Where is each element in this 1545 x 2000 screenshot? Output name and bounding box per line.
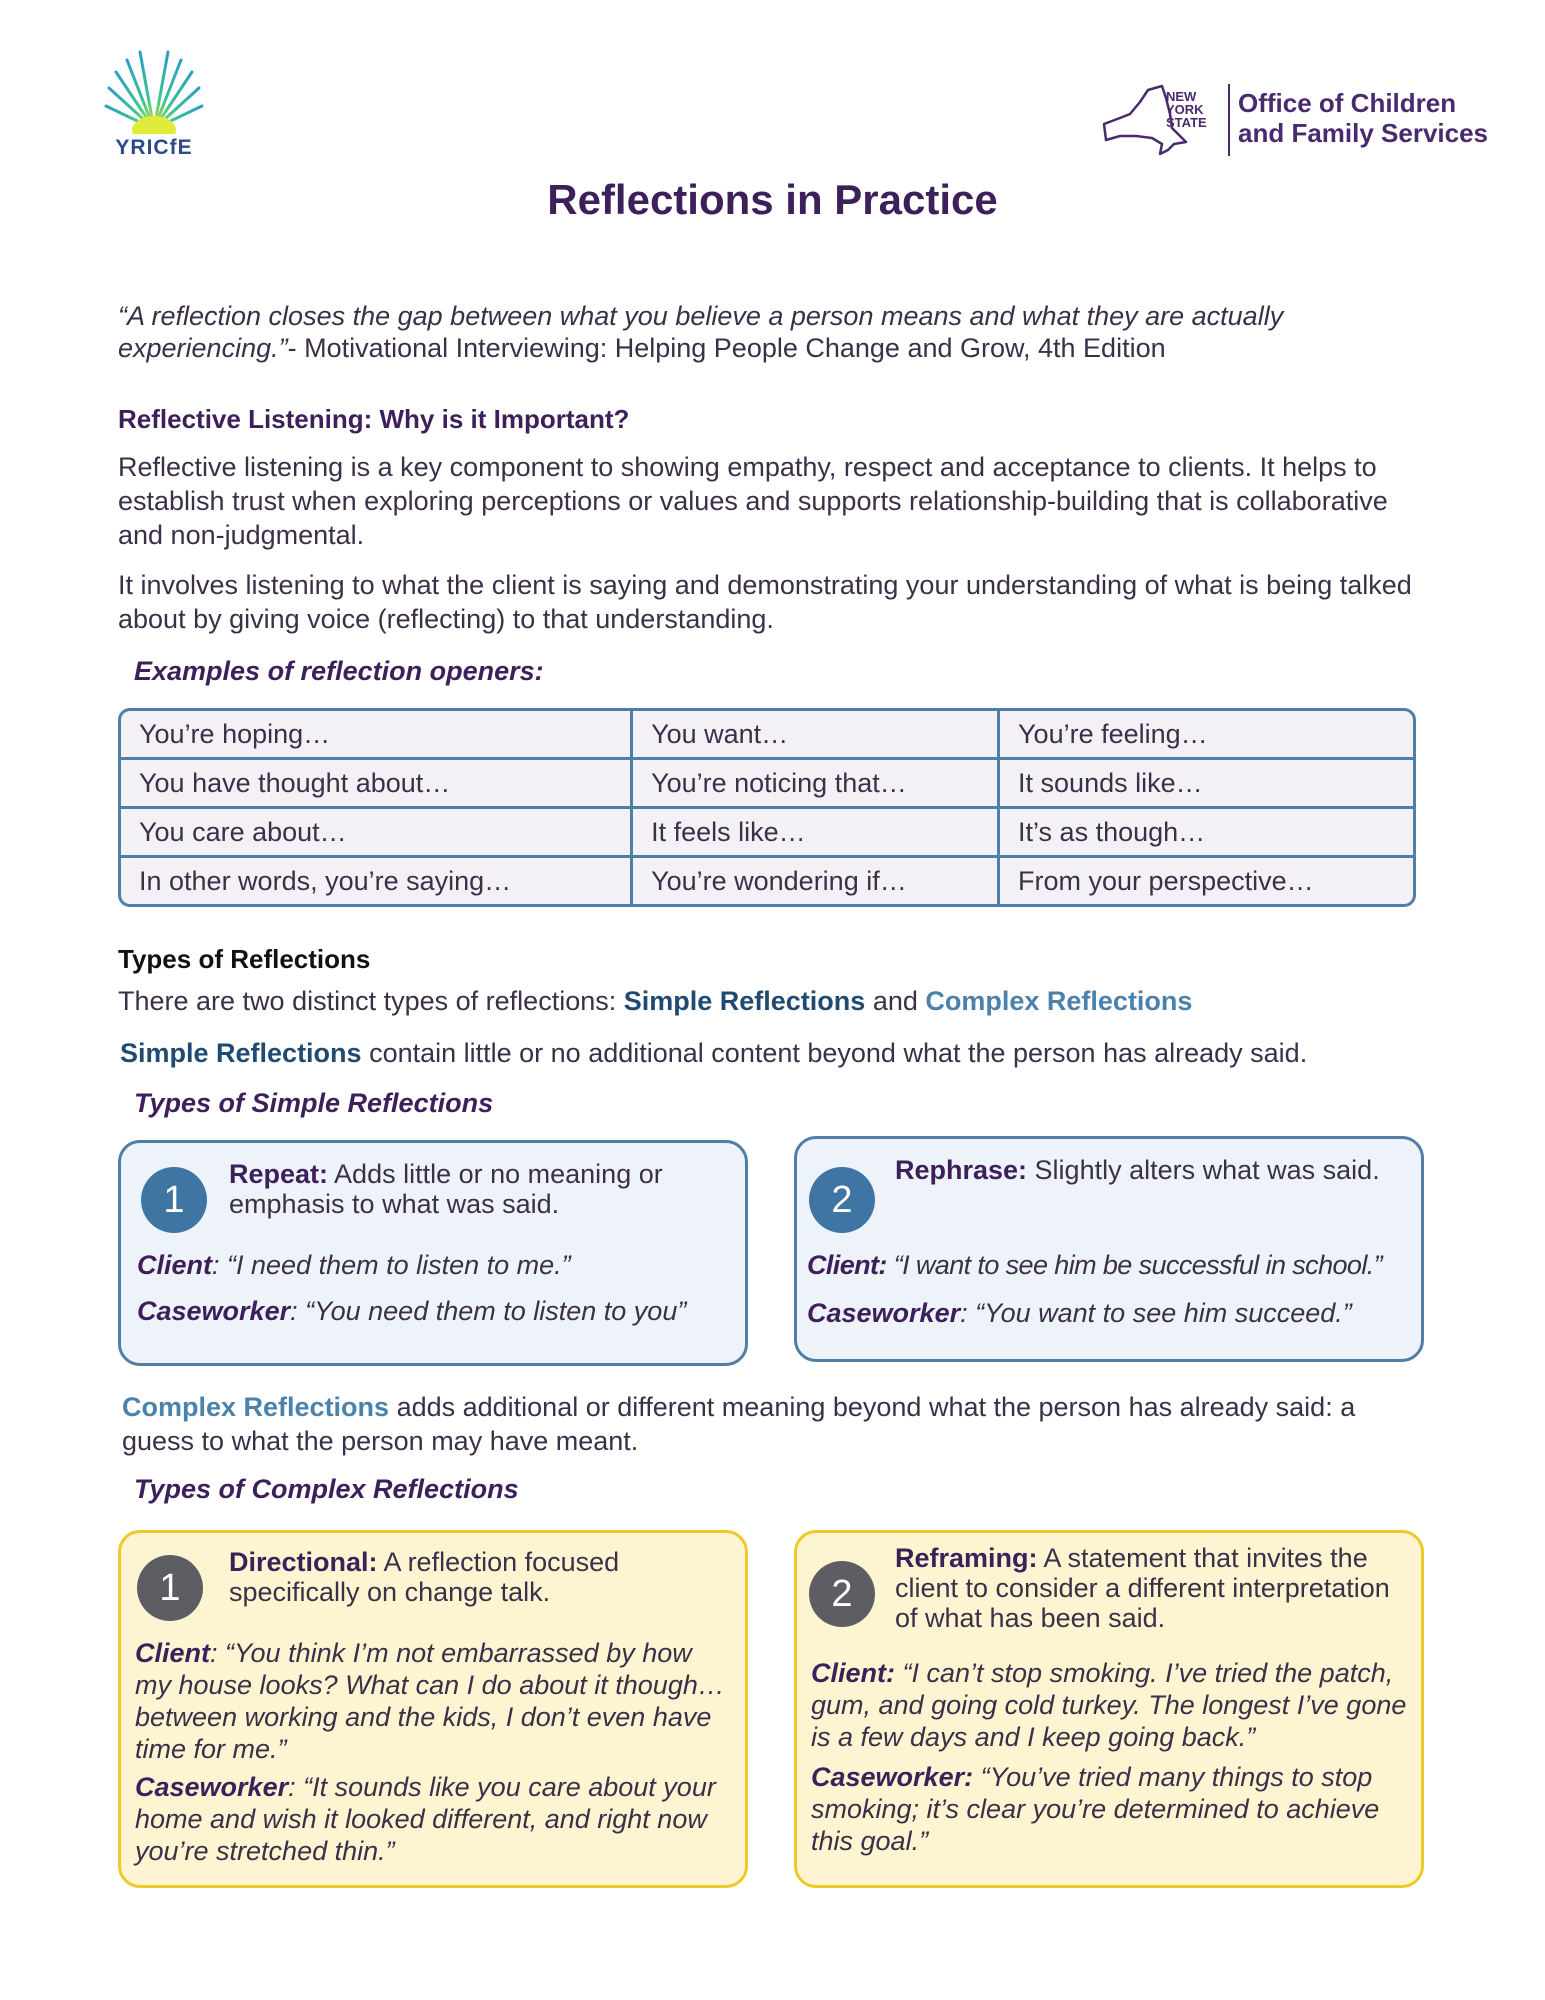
table-cell: In other words, you’re saying… <box>121 858 633 904</box>
caseworker-label: Caseworker <box>137 1296 291 1326</box>
client-quote: : “You think I’m not embarrassed by how my house looks? What can I do about it though… between working and the kids, I don’t even have time for me.” <box>135 1638 725 1764</box>
table-row <box>121 760 1413 809</box>
directional-client-line <box>135 1637 735 1765</box>
simple-definition-term: Simple Reflections <box>120 1038 362 1068</box>
sunburst-icon <box>104 44 204 134</box>
repeat-term: Repeat: <box>229 1159 329 1189</box>
rephrase-client-line <box>807 1249 1417 1281</box>
number-badge: 1 <box>141 1167 207 1233</box>
directional-desc: A reflection focused specifically on change talk. <box>229 1547 620 1607</box>
directional-term: Directional: <box>229 1547 378 1577</box>
client-label: Client <box>135 1638 211 1668</box>
table-cell: It feels like… <box>633 809 1000 858</box>
reframing-card <box>794 1530 1424 1888</box>
complex-definition <box>122 1390 1432 1458</box>
types-intro-and: and <box>865 986 926 1016</box>
client-label: Client: <box>807 1250 887 1280</box>
ocfs-logo <box>1100 84 1500 164</box>
table-cell: You’re feeling… <box>1000 711 1413 760</box>
table-row <box>121 858 1413 904</box>
number-badge: 2 <box>809 1167 875 1233</box>
rephrase-title <box>895 1155 1395 1185</box>
table-cell: You care about… <box>121 809 633 858</box>
repeat-client-line <box>137 1249 737 1281</box>
table-row <box>121 711 1413 760</box>
table-cell: You want… <box>633 711 1000 760</box>
openers-heading: Examples of reflection openers: <box>134 656 544 686</box>
table-cell: You have thought about… <box>121 760 633 809</box>
directional-card <box>118 1530 748 1888</box>
yricfe-logo-text: YRICfE <box>115 136 193 159</box>
caseworker-label: Caseworker <box>807 1298 961 1328</box>
rephrase-desc: Slightly alters what was said. <box>1027 1155 1380 1185</box>
rephrase-caseworker-line <box>807 1297 1417 1329</box>
simple-definition-text: contain little or no additional content beyond what the person has already said. <box>361 1038 1308 1068</box>
ocfs-line-2: and Family Services <box>1238 118 1489 148</box>
complex-definition-term: Complex Reflections <box>122 1392 390 1422</box>
ocfs-line-1: Office of Children <box>1238 88 1457 118</box>
number-badge: 2 <box>809 1561 875 1627</box>
directional-caseworker-line <box>135 1771 735 1867</box>
table-cell: You’re hoping… <box>121 711 633 760</box>
reflection-openers-table <box>118 708 1416 907</box>
types-intro <box>118 984 1438 1018</box>
repeat-title <box>229 1159 729 1219</box>
quote-text: “A reflection closes the gap between what you believe a person means and what they are actually experiencing.” <box>118 301 1284 363</box>
directional-title <box>229 1547 729 1607</box>
reframing-client-line <box>811 1657 1411 1753</box>
rephrase-card <box>794 1136 1424 1362</box>
ny-word-1: NEW <box>1166 89 1197 104</box>
table-cell: It’s as though… <box>1000 809 1413 858</box>
page-title: Reflections in Practice <box>547 176 998 223</box>
caseworker-quote: : “It sounds like you care about your home and wish it looked different, and right now you’re stretched thin.” <box>135 1772 716 1866</box>
reframing-caseworker-line <box>811 1761 1411 1857</box>
ny-state-wordmark <box>1166 90 1207 129</box>
logo-divider <box>1228 84 1230 156</box>
table-cell: From your perspective… <box>1018 865 1314 896</box>
repeat-desc: Adds little or no meaning or emphasis to what was said. <box>229 1159 663 1219</box>
caseworker-label: Caseworker: <box>811 1762 974 1792</box>
ny-word-2: YORK <box>1166 102 1204 117</box>
yricfe-logo <box>104 44 204 164</box>
number-badge: 1 <box>137 1555 203 1621</box>
client-label: Client: <box>811 1658 895 1688</box>
ny-word-3: STATE <box>1166 115 1207 130</box>
caseworker-quote: : “You need them to listen to you” <box>290 1296 687 1326</box>
why-heading: Reflective Listening: Why is it Important? <box>118 404 630 434</box>
reframing-term: Reframing: <box>895 1543 1038 1573</box>
caseworker-quote: “You’ve tried many things to stop smoking; it’s clear you’re determined to achieve this goal.” <box>811 1762 1380 1856</box>
repeat-card <box>118 1140 748 1366</box>
complex-definition-text: adds additional or different meaning beyond what the person has already said: a guess to what the person may have meant. <box>122 1392 1356 1456</box>
client-quote: “I can’t stop smoking. I’ve tried the patch, gum, and going cold turkey. The longest I’ve gone is a few days and I keep going back.” <box>811 1658 1407 1752</box>
simple-definition <box>120 1036 1440 1070</box>
client-quote: “I want to see him be successful in school.” <box>886 1250 1383 1280</box>
table-cell: You’re wondering if… <box>633 858 1000 904</box>
quote-block <box>118 300 1438 364</box>
complex-reflections-label: Complex Reflections <box>925 986 1193 1016</box>
reframing-desc: A statement that invites the client to consider a different interpretation of what has been said. <box>895 1543 1390 1633</box>
client-label: Client <box>137 1250 213 1280</box>
why-paragraph-2: It involves listening to what the client is saying and demonstrating your understanding of what is being talked about by giving voice (reflecting) to that understanding. <box>118 570 1412 634</box>
reframing-title <box>895 1543 1415 1633</box>
table-row <box>121 809 1413 858</box>
table-cell: It sounds like… <box>1000 760 1413 809</box>
types-intro-text: There are two distinct types of reflections: <box>118 986 624 1016</box>
caseworker-quote: : “You want to see him succeed.” <box>960 1298 1352 1328</box>
simple-types-heading: Types of Simple Reflections <box>134 1088 494 1118</box>
rephrase-term: Rephrase: <box>895 1155 1028 1185</box>
simple-reflections-label: Simple Reflections <box>623 986 866 1016</box>
quote-source: - Motivational Interviewing: Helping People Change and Grow, 4th Edition <box>287 333 1166 363</box>
client-quote: : “I need them to listen to me.” <box>212 1250 571 1280</box>
why-paragraph-1: Reflective listening is a key component to showing empathy, respect and acceptance to clients. It helps to establish trust when exploring perceptions or values and supports relationship-building that is collaborative and non-judgmental. <box>118 452 1388 550</box>
types-heading: Types of Reflections <box>118 944 371 974</box>
ocfs-wordmark <box>1238 88 1488 148</box>
caseworker-label: Caseworker <box>135 1772 289 1802</box>
repeat-caseworker-line <box>137 1295 737 1327</box>
complex-types-heading: Types of Complex Reflections <box>134 1474 519 1504</box>
table-cell: You’re noticing that… <box>633 760 1000 809</box>
